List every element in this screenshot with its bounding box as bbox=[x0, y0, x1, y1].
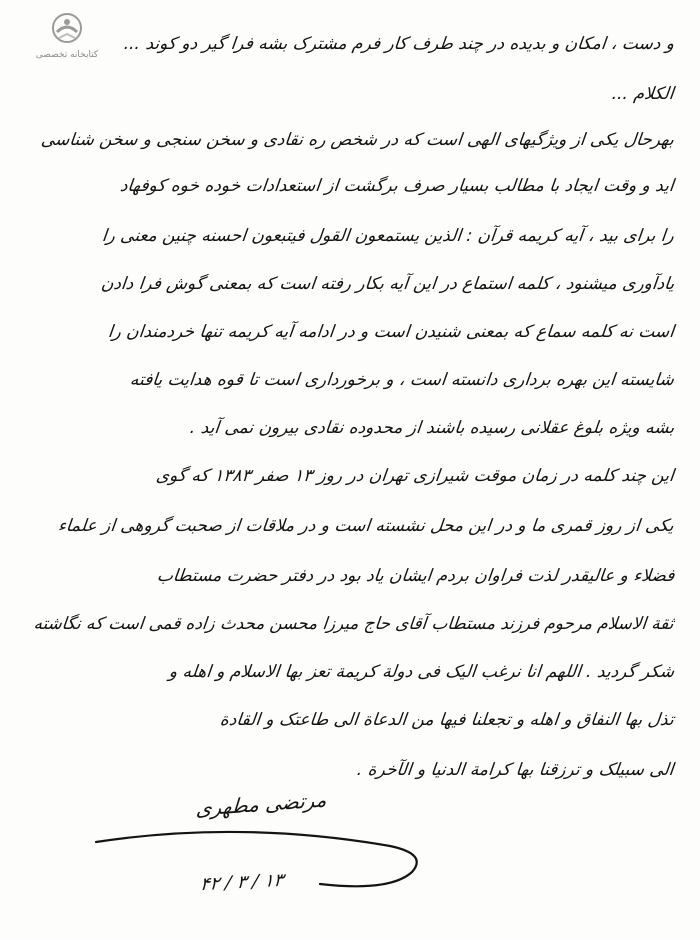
book-globe-icon bbox=[45, 12, 89, 48]
letter-line: تذل بها النفاق و اهله و تجعلنا فیها من الدعاة الی طاعتک و القادة bbox=[219, 710, 676, 730]
library-logo bbox=[8, 12, 126, 68]
letter-line: فضلاء و عالیقدر لذت فراوان بردم ایشان یاد بود در دفتر حضرت مستطاب bbox=[155, 566, 676, 586]
letter-line: بهرحال یکی از ویژگیهای الهی است که در شخص ره نقادی و سخن سنجی و سخن شناسی bbox=[40, 130, 676, 150]
letter-line: ثقة الاسلام مرحوم فرزند مستطاب آقای حاج میرزا محسن محدث زاده قمی است که نگاشته bbox=[33, 614, 676, 634]
letter-line: الی سبیلک و ترزقنا بها کرامة الدنیا و الآخرة . bbox=[356, 760, 676, 780]
logo-caption: کتابخانه تخصصی bbox=[35, 50, 99, 60]
letter-line: است نه کلمه سماع که بمعنی شنیدن است و در ادامه آیه کریمه تنها خردمندان را bbox=[106, 322, 676, 342]
letter-line: و دست ، امکان و بدیده در چند طرف کار فرم مشترک بشه فرا گیر دو کوند ... bbox=[122, 34, 676, 54]
letter-line: اید و وقت ایجاد با مطالب بسیار صرف برگشت از استعدادات خوده خوه کوفهاد bbox=[119, 176, 676, 196]
letter-line: شکر گردید . اللهم انا نرغب الیک فی دولة کریمة تعز بها الاسلام و اهله و bbox=[167, 662, 676, 682]
signature: مرتضی مطهری bbox=[195, 787, 328, 821]
date-note: ۱۳ / ۳ / ۴۲ bbox=[199, 869, 285, 896]
letter-line: یادآوری میشنود ، کلمه استماع در این آیه بکار رفته است که بمعنی گوش فرا دادن bbox=[99, 274, 676, 294]
letter-line: الکلام ... bbox=[611, 84, 676, 104]
letter-line: را برای بید ، آیه کریمه قرآن : الذین یستمعون القول فیتبعون احسنه چنین معنی را bbox=[101, 226, 676, 246]
letter-line: شایسته این بهره برداری دانسته است ، و برخورداری است تا قوه هدایت یافته bbox=[129, 370, 676, 390]
letter-line: بشه ویژه بلوغ عقلانی رسیده باشند از محدوده نقادی بیرون نمی آید . bbox=[188, 418, 676, 438]
signature-flourish bbox=[90, 818, 430, 918]
letter-line: یکی از روز قمری ما و در این محل نشسته است و در ملاقات از صحبت گروهی از علماء bbox=[57, 516, 676, 536]
letter-line: این چند کلمه در زمان موقت شیرازی تهران در روز ۱۳ صفر ۱۳۸۳ که گوی bbox=[155, 466, 676, 486]
